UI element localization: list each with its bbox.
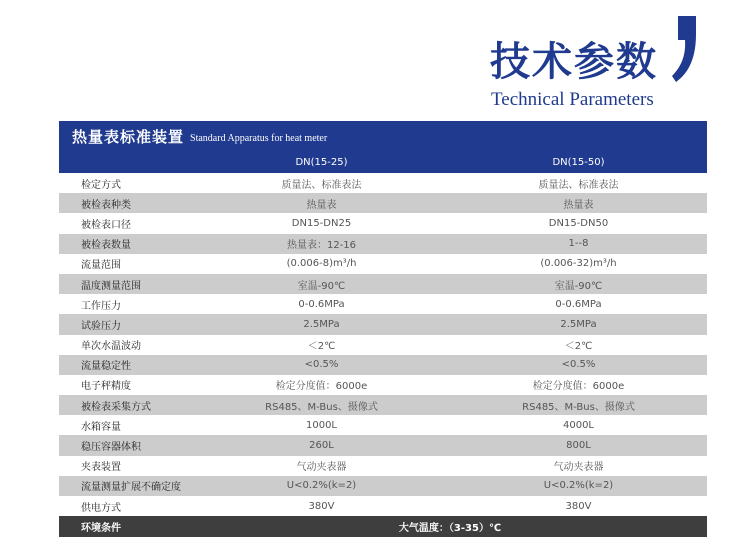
value-dn15-25: 热量表 [306,199,337,211]
value-dn15-25: (0.006-8)m³/h [286,258,357,270]
table-row [59,314,707,334]
value-dn15-25: 260L [309,440,334,452]
value-dn15-50: 0-0.6MPa [555,298,602,310]
value-dn15-50: ＜2℃ [564,341,593,353]
value-dn15-50: 热量表 [563,199,594,211]
value-dn15-25: DN15-DN25 [291,217,352,229]
value-dn15-25: 室温-90℃ [297,280,346,292]
value-dn15-25: 检定分度值：6000e [275,381,368,393]
value-dn15-50: <0.5% [561,359,596,371]
spec-table [59,121,707,537]
table-row [59,274,707,294]
value-dn15-25: RS485、M-Bus、摄像式 [265,401,378,413]
table-title-cn: 热量表标准装置 [72,128,185,146]
row-label: 水箱容量 [81,421,121,433]
value-dn15-50: U<0.2%(k=2) [543,480,614,492]
table-title-en: Standard Apparatus for heat meter [190,132,328,144]
row-label: 被检表采集方式 [81,401,151,413]
value-dn15-25: 2.5MPa [303,318,340,330]
table-row [59,294,707,314]
table-row [59,395,707,415]
value-dn15-25: 热量表：12-16 [286,240,357,252]
table-row [59,335,707,355]
page-title: 技术参数 [490,39,658,85]
value-dn15-50: 4000L [562,419,595,431]
table-row [59,234,707,254]
table-row [59,456,707,476]
table-row [59,496,707,516]
row-label: 夹表装置 [81,462,121,474]
value-dn15-25: <0.5% [304,359,339,371]
value-dn15-50: 气动夹表器 [553,462,604,474]
value-dn15-50: RS485、M-Bus、摄像式 [522,401,635,413]
footer-label: 环境条件 [81,523,121,535]
row-label: 工作压力 [81,300,121,312]
value-dn15-25: U<0.2%(k=2) [286,480,357,492]
table-banner [59,121,707,152]
row-label: 流量测量扩展不确定度 [81,482,181,494]
row-label: 流量范围 [81,260,121,272]
page-subtitle: Technical Parameters [491,89,654,110]
value-dn15-50: 室温-90℃ [554,280,603,292]
table-header-row [59,152,707,173]
table-row [59,476,707,496]
table-row [59,435,707,455]
table-row [59,254,707,274]
table-footer-row [59,516,707,537]
row-label: 检定方式 [81,179,121,191]
row-label: 单次水温波动 [81,341,141,353]
row-label: 电子秤精度 [81,381,131,393]
header-cell-dn15-25: DN(15-25) [295,157,348,168]
value-dn15-50: DN15-DN50 [548,217,609,229]
value-dn15-50: 1--8 [568,238,589,250]
table-row [59,355,707,375]
row-label: 温度测量范围 [81,280,141,292]
value-dn15-50: 2.5MPa [560,318,597,330]
table-row [59,213,707,233]
table-row [59,173,707,193]
footer-value: 大气温度：（3-35）℃ [398,523,502,535]
row-label: 被检表口径 [81,219,131,231]
row-label: 供电方式 [81,502,121,514]
value-dn15-25: 质量法、标准表法 [281,179,362,191]
row-label: 试验压力 [81,320,121,332]
value-dn15-50: (0.006-32)m³/h [540,258,617,270]
table-row [59,193,707,213]
row-label: 流量稳定性 [81,361,131,373]
value-dn15-25: 380V [308,500,335,512]
table-row [59,375,707,395]
value-dn15-25: 0-0.6MPa [298,298,345,310]
value-dn15-50: 800L [566,440,591,452]
value-dn15-50: 检定分度值：6000e [532,381,625,393]
value-dn15-50: 380V [565,500,592,512]
value-dn15-25: ＜2℃ [307,341,336,353]
value-dn15-50: 质量法、标准表法 [538,179,619,191]
apostrophe-mark-icon [672,16,698,82]
row-label: 被检表数量 [81,240,131,252]
value-dn15-25: 1000L [305,419,338,431]
value-dn15-25: 气动夹表器 [296,462,347,474]
row-label: 稳压容器体积 [81,442,141,454]
header-cell-dn15-50: DN(15-50) [552,157,605,168]
row-label: 被检表种类 [81,199,131,211]
table-row [59,415,707,435]
